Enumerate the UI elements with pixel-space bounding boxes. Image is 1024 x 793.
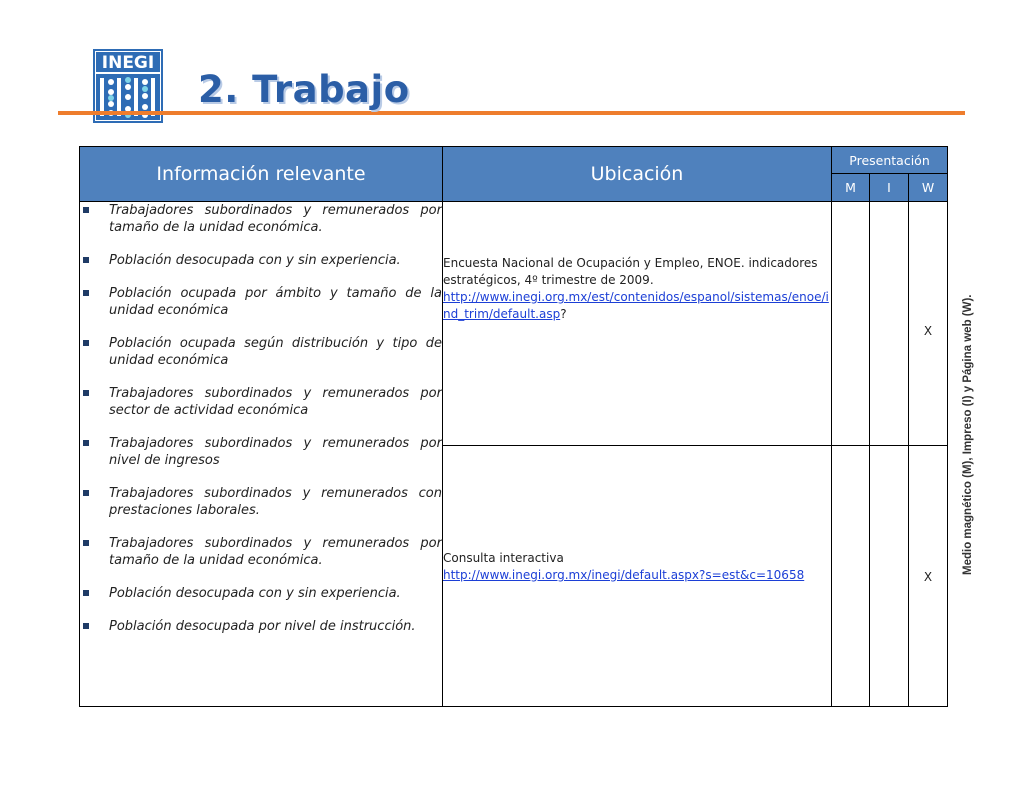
list-item: Población desocupada con y sin experiencia.: [80, 585, 442, 602]
mark-w-2: X: [909, 446, 948, 707]
square-bullet-icon: [83, 207, 89, 213]
square-bullet-icon: [83, 290, 89, 296]
mark-m-2: [832, 446, 870, 707]
title-underline: [58, 111, 965, 115]
square-bullet-icon: [83, 440, 89, 446]
list-item: Población desocupada con y sin experiencia.: [80, 252, 442, 269]
enoe-link[interactable]: http://www.inegi.org.mx/est/contenidos/espanol/sistemas/enoe/ind_trim/default.asp: [443, 290, 829, 321]
list-item: Trabajadores subordinados y remunerados por nivel de ingresos: [80, 435, 442, 469]
list-item: Trabajadores subordinados y remunerados por tamaño de la unidad económica.: [80, 535, 442, 569]
square-bullet-icon: [83, 590, 89, 596]
square-bullet-icon: [83, 540, 89, 546]
interactive-query-link[interactable]: http://www.inegi.org.mx/inegi/default.aspx?s=est&c=10658: [443, 568, 805, 582]
info-cell: [80, 202, 443, 707]
mark-w-1: X: [909, 202, 948, 446]
location-cell-1: [443, 202, 832, 446]
presentation-legend: Medio magnético (M), Impreso (I) y Página web (W).: [962, 294, 974, 575]
list-item: Población desocupada por nivel de instrucción.: [80, 618, 442, 635]
info-table: [79, 146, 948, 707]
header-presentation: Presentación: [832, 147, 948, 174]
list-item: Población ocupada por ámbito y tamaño de la unidad económica: [80, 285, 442, 319]
svg-text:INEGI: INEGI: [101, 53, 155, 73]
square-bullet-icon: [83, 390, 89, 396]
header-i: I: [870, 174, 909, 202]
square-bullet-icon: [83, 340, 89, 346]
list-item: Trabajadores subordinados y remunerados por tamaño de la unidad económica.: [80, 202, 442, 236]
location-1-suffix: ?: [560, 307, 567, 321]
header-info: Información relevante: [80, 147, 443, 202]
mark-i-1: [870, 202, 909, 446]
location-2-text: Consulta interactiva: [443, 551, 564, 565]
location-1-text: Encuesta Nacional de Ocupación y Empleo, ENOE. indicadores estratégicos, 4º trimestre de 2009.: [443, 256, 818, 287]
list-item: Trabajadores subordinados y remunerados con prestaciones laborales.: [80, 485, 442, 519]
mark-i-2: [870, 446, 909, 707]
info-list: [80, 202, 442, 635]
square-bullet-icon: [83, 623, 89, 629]
header-location: Ubicación: [443, 147, 832, 202]
square-bullet-icon: [83, 257, 89, 263]
mark-m-1: [832, 202, 870, 446]
header-m: M: [832, 174, 870, 202]
location-cell-2: [443, 446, 832, 707]
list-item: Población ocupada según distribución y tipo de unidad económica: [80, 335, 442, 369]
square-bullet-icon: [83, 490, 89, 496]
header-w: W: [909, 174, 948, 202]
page-title: 2. Trabajo: [198, 68, 410, 111]
list-item: Trabajadores subordinados y remunerados por sector de actividad económica: [80, 385, 442, 419]
